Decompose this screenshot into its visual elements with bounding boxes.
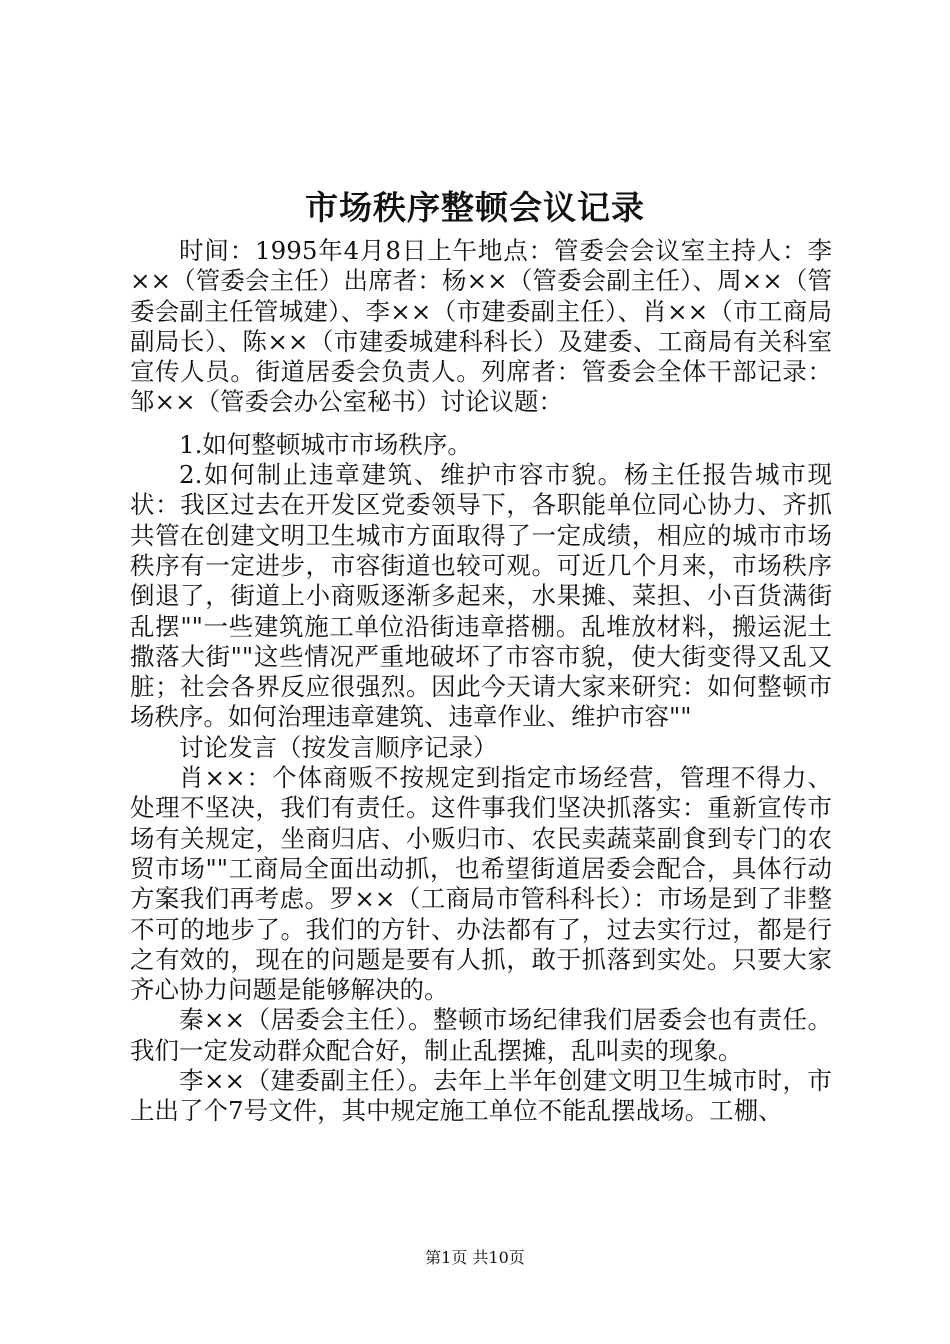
paragraph-speaker-li: 李××（建委副主任）。去年上半年创建文明卫生城市时，市上出了个7号文件，其中规定施工单位不能乱摆战场。工棚、 [130,1066,832,1126]
paragraph-discussion-heading: 讨论发言（按发言顺序记录） [179,732,498,762]
paragraph-speaker-qin: 秦××（居委会主任）。整顿市场纪律我们居委会也有责任。我们一定发动群众配合好，制止乱摆摊，乱叫卖的现象。 [130,1005,832,1065]
paragraph-speaker-xiao: 肖××：个体商贩不按规定到指定市场经营，管理不得力、处理不坚决，我们有责任。这件事我们坚决抓落实：重新宣传市场有关规定，坐商归店、小贩归市、农民卖蔬菜副食到专门的农贸市场""工商局全面出动抓，也希望街道居委会配合，具体行动方案我们再考虑。罗××（工商局市管科科长）：市场是到了非整不可的地步了。我们的方针、办法都有了，过去实行过，都是行之有效的，现在的问题是要有人抓，敢于抓落到实处。只要大家齐心协力问题是能够解决的。 [130,763,832,1005]
document-body [130,236,832,1127]
paragraph-topic-1: 1.如何整顿城市市场秩序。 [179,429,472,459]
paragraph-topic-2-report: 2.如何制止违章建筑、维护市容市貌。杨主任报告城市现状：我区过去在开发区党委领导下，各职能单位同心协力、齐抓共管在创建文明卫生城市方面取得了一定成绩，相应的城市市场秩序有一定进步，市容街道也较可观。可近几个月来，市场秩序倒退了，街道上小商贩逐渐多起来，水果摊、菜担、小百货满街乱摆""一些建筑施工单位沿街违章搭棚。乱堆放材料，搬运泥土撒落大街""这些情况严重地破坏了市容市貌，使大街变得又乱又脏；社会各界反应很强烈。因此今天请大家来研究：如何整顿市场秩序。如何治理违章建筑、违章作业、维护市容"" [130,460,832,732]
document-title: 市场秩序整顿会议记录 [305,188,645,227]
page-footer: 第1页 共10页 [425,1248,525,1267]
paragraph-meeting-info: 时间：1995年4月8日上午地点：管委会会议室主持人：李××（管委会主任）出席者：杨××（管委会副主任）、周××（管委会副主任管城建）、李××（市建委副主任）、肖××（市工商局副局长）、陈××（市建委城建科科长）及建委、工商局有关科室宣传人员。街道居委会负责人。列席者：管委会全体干部记录：邹××（管委会办公室秘书）讨论议题： [130,236,832,417]
